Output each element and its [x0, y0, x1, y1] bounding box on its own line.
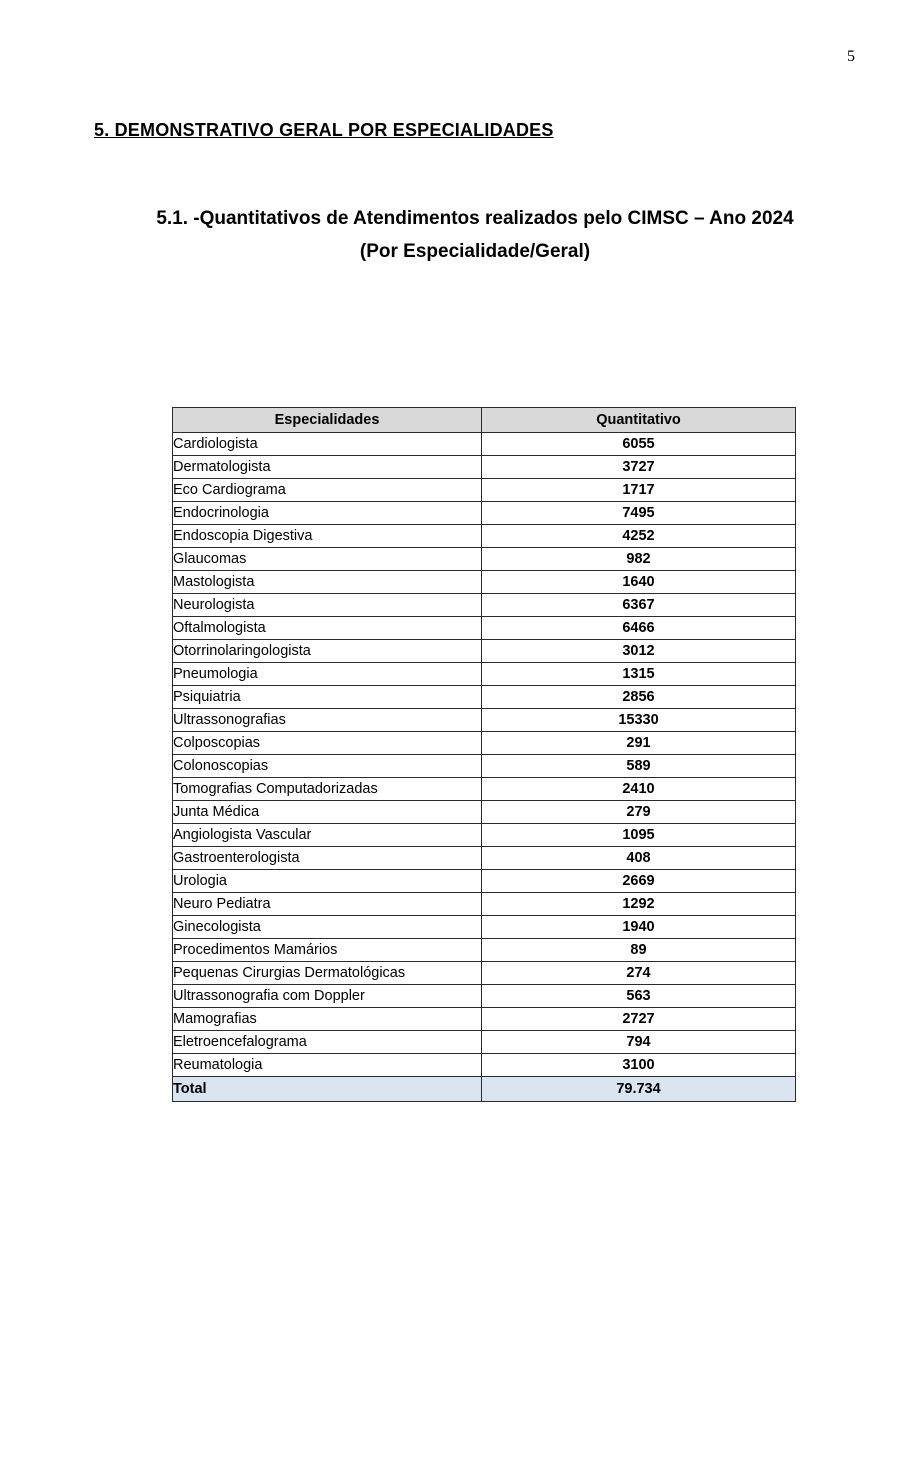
specialty-value-cell: 982 [482, 548, 796, 571]
specialty-value-cell: 2727 [482, 1008, 796, 1031]
specialty-name-cell: Angiologista Vascular [173, 824, 482, 847]
table-row [173, 847, 796, 870]
specialty-value-cell: 4252 [482, 525, 796, 548]
column-header-quantitativo: Quantitativo [482, 408, 796, 433]
specialty-name-cell: Pequenas Cirurgias Dermatológicas [173, 962, 482, 985]
table-row [173, 433, 796, 456]
table-row [173, 502, 796, 525]
specialty-value-cell: 1940 [482, 916, 796, 939]
specialty-name-cell: Endoscopia Digestiva [173, 525, 482, 548]
table-header-row [173, 408, 796, 433]
specialty-name-cell: Ginecologista [173, 916, 482, 939]
specialty-value-cell: 1717 [482, 479, 796, 502]
table-row [173, 525, 796, 548]
table-row [173, 617, 796, 640]
section-heading: 5. DEMONSTRATIVO GERAL POR ESPECIALIDADES [94, 120, 554, 140]
specialty-name-cell: Dermatologista [173, 456, 482, 479]
subsection-title-line2: (Por Especialidade/Geral) [359, 241, 591, 262]
specialty-value-cell: 2856 [482, 686, 796, 709]
specialty-name-cell: Pneumologia [173, 663, 482, 686]
table-row [173, 801, 796, 824]
specialty-name-cell: Junta Médica [173, 801, 482, 824]
table-row [173, 686, 796, 709]
table-row [173, 893, 796, 916]
table-row [173, 640, 796, 663]
specialty-name-cell: Cardiologista [173, 433, 482, 456]
specialty-name-cell: Eletroencefalograma [173, 1031, 482, 1054]
table-row [173, 732, 796, 755]
table-row [173, 962, 796, 985]
specialty-name-cell: Endocrinologia [173, 502, 482, 525]
subsection-title [100, 202, 850, 268]
specialty-name-cell: Glaucomas [173, 548, 482, 571]
specialty-value-cell: 408 [482, 847, 796, 870]
specialty-value-cell: 589 [482, 755, 796, 778]
table-row [173, 939, 796, 962]
table-row [173, 709, 796, 732]
specialty-name-cell: Gastroenterologista [173, 847, 482, 870]
specialty-name-cell: Reumatologia [173, 1054, 482, 1077]
table-row [173, 479, 796, 502]
specialty-value-cell: 6367 [482, 594, 796, 617]
specialty-value-cell: 7495 [482, 502, 796, 525]
page-number: 5 [847, 48, 855, 65]
specialty-value-cell: 15330 [482, 709, 796, 732]
specialty-value-cell: 563 [482, 985, 796, 1008]
column-header-especialidades: Especialidades [173, 408, 482, 433]
table-row [173, 571, 796, 594]
table-row [173, 1054, 796, 1077]
specialty-value-cell: 6466 [482, 617, 796, 640]
specialty-name-cell: Oftalmologista [173, 617, 482, 640]
total-value-cell: 79.734 [482, 1077, 796, 1102]
total-label-cell: Total [173, 1077, 482, 1102]
specialty-value-cell: 2669 [482, 870, 796, 893]
subsection-title-line1: 5.1. -Quantitativos de Atendimentos realizados pelo CIMSC – Ano 2024 [156, 208, 794, 229]
specialty-name-cell: Otorrinolaringologista [173, 640, 482, 663]
table-row [173, 456, 796, 479]
specialty-name-cell: Colonoscopias [173, 755, 482, 778]
specialty-name-cell: Psiquiatria [173, 686, 482, 709]
specialty-name-cell: Mamografias [173, 1008, 482, 1031]
specialty-name-cell: Ultrassonografia com Doppler [173, 985, 482, 1008]
specialty-name-cell: Mastologista [173, 571, 482, 594]
specialty-value-cell: 291 [482, 732, 796, 755]
specialty-value-cell: 279 [482, 801, 796, 824]
specialty-value-cell: 1095 [482, 824, 796, 847]
specialty-name-cell: Colposcopias [173, 732, 482, 755]
specialty-name-cell: Urologia [173, 870, 482, 893]
specialty-name-cell: Neurologista [173, 594, 482, 617]
specialty-value-cell: 1315 [482, 663, 796, 686]
table-body [173, 433, 796, 1077]
specialty-value-cell: 3727 [482, 456, 796, 479]
specialty-name-cell: Eco Cardiograma [173, 479, 482, 502]
specialty-value-cell: 3012 [482, 640, 796, 663]
table-row [173, 824, 796, 847]
specialty-value-cell: 1640 [482, 571, 796, 594]
specialty-value-cell: 89 [482, 939, 796, 962]
table-row [173, 916, 796, 939]
table-row [173, 1008, 796, 1031]
specialties-table [172, 407, 796, 1102]
table-row [173, 594, 796, 617]
specialty-value-cell: 2410 [482, 778, 796, 801]
table-row [173, 985, 796, 1008]
table-row [173, 755, 796, 778]
table-row [173, 778, 796, 801]
specialty-name-cell: Procedimentos Mamários [173, 939, 482, 962]
table-row [173, 870, 796, 893]
specialty-name-cell: Tomografias Computadorizadas [173, 778, 482, 801]
specialty-value-cell: 3100 [482, 1054, 796, 1077]
table-row [173, 1031, 796, 1054]
specialty-value-cell: 6055 [482, 433, 796, 456]
specialty-value-cell: 1292 [482, 893, 796, 916]
specialty-value-cell: 794 [482, 1031, 796, 1054]
table-row [173, 548, 796, 571]
specialty-name-cell: Ultrassonografias [173, 709, 482, 732]
specialty-value-cell: 274 [482, 962, 796, 985]
specialty-name-cell: Neuro Pediatra [173, 893, 482, 916]
total-row [173, 1077, 796, 1102]
table-row [173, 663, 796, 686]
